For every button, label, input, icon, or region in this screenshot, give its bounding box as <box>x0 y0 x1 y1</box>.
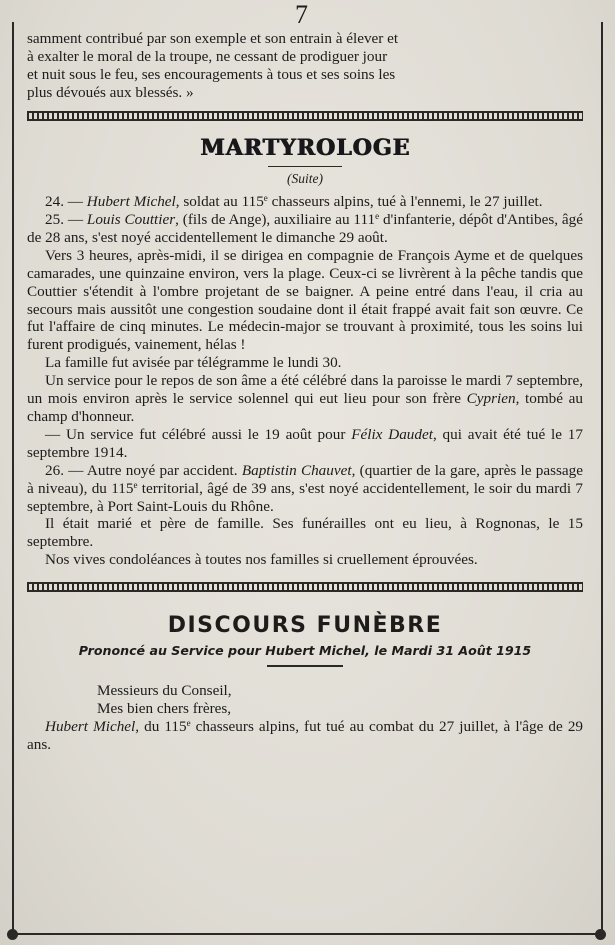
paragraph-family-notified: La famille fut avisée par télégramme le lundi 30. <box>45 354 342 372</box>
intro-line: plus dévoués aux blessés. » <box>27 83 194 101</box>
bottom-border-rule <box>12 933 603 935</box>
corner-ornament-left <box>7 929 18 940</box>
martyrologe-entry-25: 25. — Louis Couttier, (fils de Ange), auxiliaire au 111e d'infanterie, dépôt d'Antibes, âgé de 28 ans, s'est noyé accidentellement le dimanche 29 août. <box>27 211 583 246</box>
intro-line: samment contribué par son exemple et son entrain à élever et <box>27 30 399 47</box>
martyrologe-entry-24: 24. — Hubert Michel, soldat au 115e chasseurs alpins, tué à l'ennemi, le 27 juillet. <box>45 193 543 211</box>
martyrologe-entry-26: 26. — Autre noyé par accident. Baptistin Chauvet, (quartier de la gare, après le passage à niveau), du 115e territorial, âgé de 39 ans, s'est noyé accidentellement, le soir du mardi 7 septembre, à Port Saint-Louis du Rhône. <box>27 461 583 515</box>
left-border-rule <box>12 22 14 931</box>
salutation <box>97 682 583 718</box>
paragraph-condolences: Nos vives condoléances à toutes nos familles si cruellement éprouvées. <box>45 551 478 569</box>
person-name: Baptistin Chauvet <box>241 461 352 479</box>
paragraph-funeral: Il était marié et père de famille. Ses funérailles ont eu lieu, à Rognonas, le 15 septembre. <box>27 515 583 551</box>
discours-title: DISCOURS FUNÈBRE <box>167 613 443 639</box>
person-name: Félix Daudet <box>351 425 433 443</box>
paragraph-daudet-service: — Un service fut célébré aussi le 19 août pour Félix Daudet, qui avait été tué le 17 septembre 1914. <box>27 425 583 461</box>
salutation-line: Mes bien chers frères, <box>97 699 232 717</box>
paragraph-memorial-service: Un service pour le repos de son âme a été célébré dans la paroisse le mardi 7 septembre, un mois environ après le service solennel qui eut lieu pour son frère Cyprien, tombé au champ d'honneur. <box>27 372 583 425</box>
person-name: Hubert Michel <box>45 717 136 735</box>
martyrologe-suite: (Suite) <box>287 171 323 187</box>
intro-line: et nuit sous le feu, ses encouragements à tous et ses soins les <box>27 65 396 83</box>
section-separator <box>27 582 583 592</box>
speech-opening: Hubert Michel, du 115e chasseurs alpins, fut tué au combat du 27 juillet, à l'âge de 29 ans. <box>27 717 584 753</box>
intro-line: à exalter le moral de la troupe, ne cessant de prodiguer jour <box>27 47 388 65</box>
section-separator <box>27 111 583 121</box>
martyrologe-title: MARTYROLOGE <box>199 134 411 161</box>
right-border-rule <box>601 22 603 931</box>
title-underline <box>268 166 342 168</box>
paragraph-drowning-account: Vers 3 heures, après-midi, il se dirigea en compagnie de François Ayme et de quelques camarades, une quinzaine environ, vers la plage. Ceux-ci se livrèrent à la pêche tandis que Couttier s'étendit à l'ombre projetant de se baigner. A peine entré dans l'eau, il cria au secours mais aussitôt une congestion soudaine dont il était frappé avait fait son œuvre. Ce fut l'affaire de cinq minutes. Le médecin-major se trouvant à proximité, tous les soins lui furent prodigués, vainement, hélas ! <box>27 246 583 354</box>
corner-ornament-right <box>595 929 606 940</box>
page-number: 7 <box>295 0 308 29</box>
person-name: Cyprien <box>466 390 516 408</box>
intro-paragraph <box>27 30 583 102</box>
salutation-line: Messieurs du Conseil, <box>97 681 232 699</box>
person-name: Hubert Michel <box>86 193 176 211</box>
person-name: Louis Couttier <box>86 211 176 229</box>
discours-subtitle: Prononcé au Service pour Hubert Michel, le Mardi 31 Août 1915 <box>78 643 532 659</box>
title-underline <box>267 665 343 667</box>
page-content <box>27 30 583 753</box>
